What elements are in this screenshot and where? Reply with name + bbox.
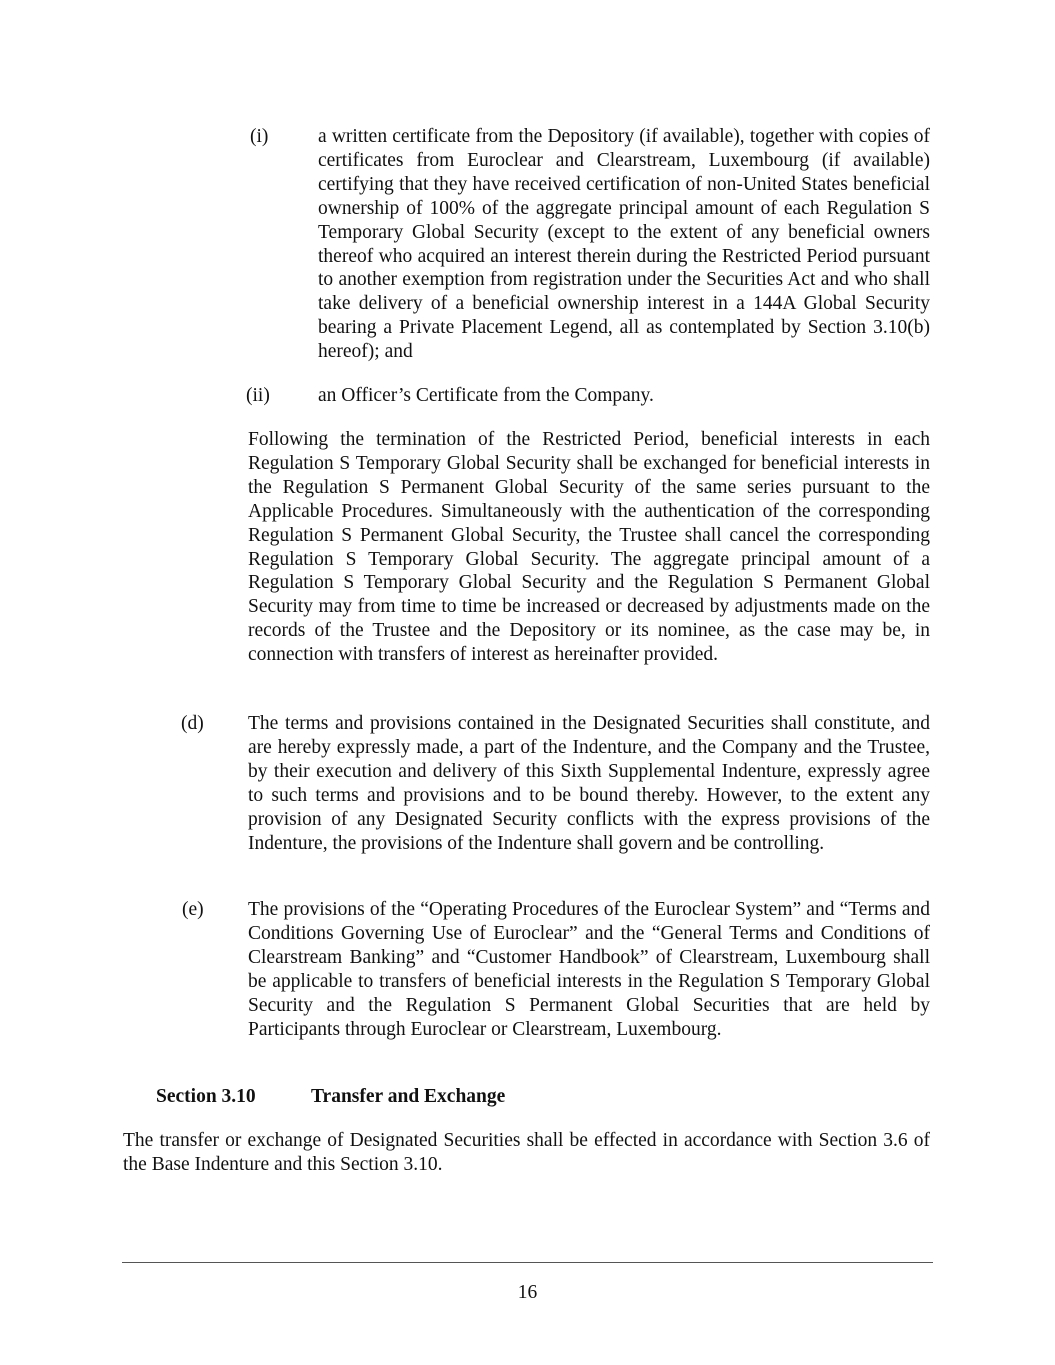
section-number: Section 3.10 [156,1086,256,1107]
page-number: 16 [517,1282,538,1303]
item-e-text: The provisions of the “Operating Procedures of the Euroclear System” and “Terms and Conditions Governing Use of Euroclear” and the “General Terms and Conditions of Clearstream Banking” and “Customer Handbook” of Clearstream, Luxembourg shall be applicable to transfers of beneficial interests in the Regulation S Temporary Global Security and the Regulation S Permanent Global Securities that are held by Participants through Euroclear or Clearstream, Luxembourg. [248,899,930,1040]
section-body: The transfer or exchange of Designated Securities shall be effected in accordance with Section 3.6 of the Base Indenture and this Section 3.10. [123,1130,930,1175]
item-e-label: (e) [182,899,204,920]
item-d-label: (d) [181,713,204,734]
item-i-text: a written certificate from the Depository (if available), together with copies of certificates from Euroclear and Clearstream, Luxembourg (if available) certifying that they have received certification of non-United States beneficial ownership of 100% of the aggregate principal amount of each Regulation S Temporary Global Security (except to the extent of any beneficial owners thereof who acquired an interest therein during the Restricted Period pursuant to another exemption from registration under the Securities Act and who shall take delivery of a beneficial ownership interest in a 144A Global Security bearing a Private Placement Legend, all as contemplated by Section 3.10(b) hereof); and [318,126,930,363]
footer-rule [122,1262,933,1263]
section-title: Transfer and Exchange [311,1086,506,1107]
item-ii-label: (ii) [246,385,270,406]
item-i-label: (i) [250,126,269,147]
item-ii-text: an Officer’s Certificate from the Company. [318,385,654,406]
following-paragraph: Following the termination of the Restricted Period, beneficial interests in each Regulation S Temporary Global Security shall be exchanged for beneficial interests in the Regulation S Permanent Global Security of the same series pursuant to the Applicable Procedures. Simultaneously with the authentication of the corresponding Regulation S Permanent Global Security, the Trustee shall cancel the corresponding Regulation S Temporary Global Security. The aggregate principal amount of a Regulation S Temporary Global Security and the Regulation S Permanent Global Security may from time to time be increased or decreased by adjustments made on the records of the Trustee and the Depository or its nominee, as the case may be, in connection with transfers of interest as hereinafter provided. [248,429,930,666]
item-d-text: The terms and provisions contained in the Designated Securities shall constitute, and are hereby expressly made, a part of the Indenture, and the Company and the Trustee, by their execution and delivery of this Sixth Supplemental Indenture, expressly agree to such terms and provisions and to be bound thereby. However, to the extent any provision of any Designated Security conflicts with the express provisions of the Indenture, the provisions of the Indenture shall govern and be controlling. [248,713,930,854]
